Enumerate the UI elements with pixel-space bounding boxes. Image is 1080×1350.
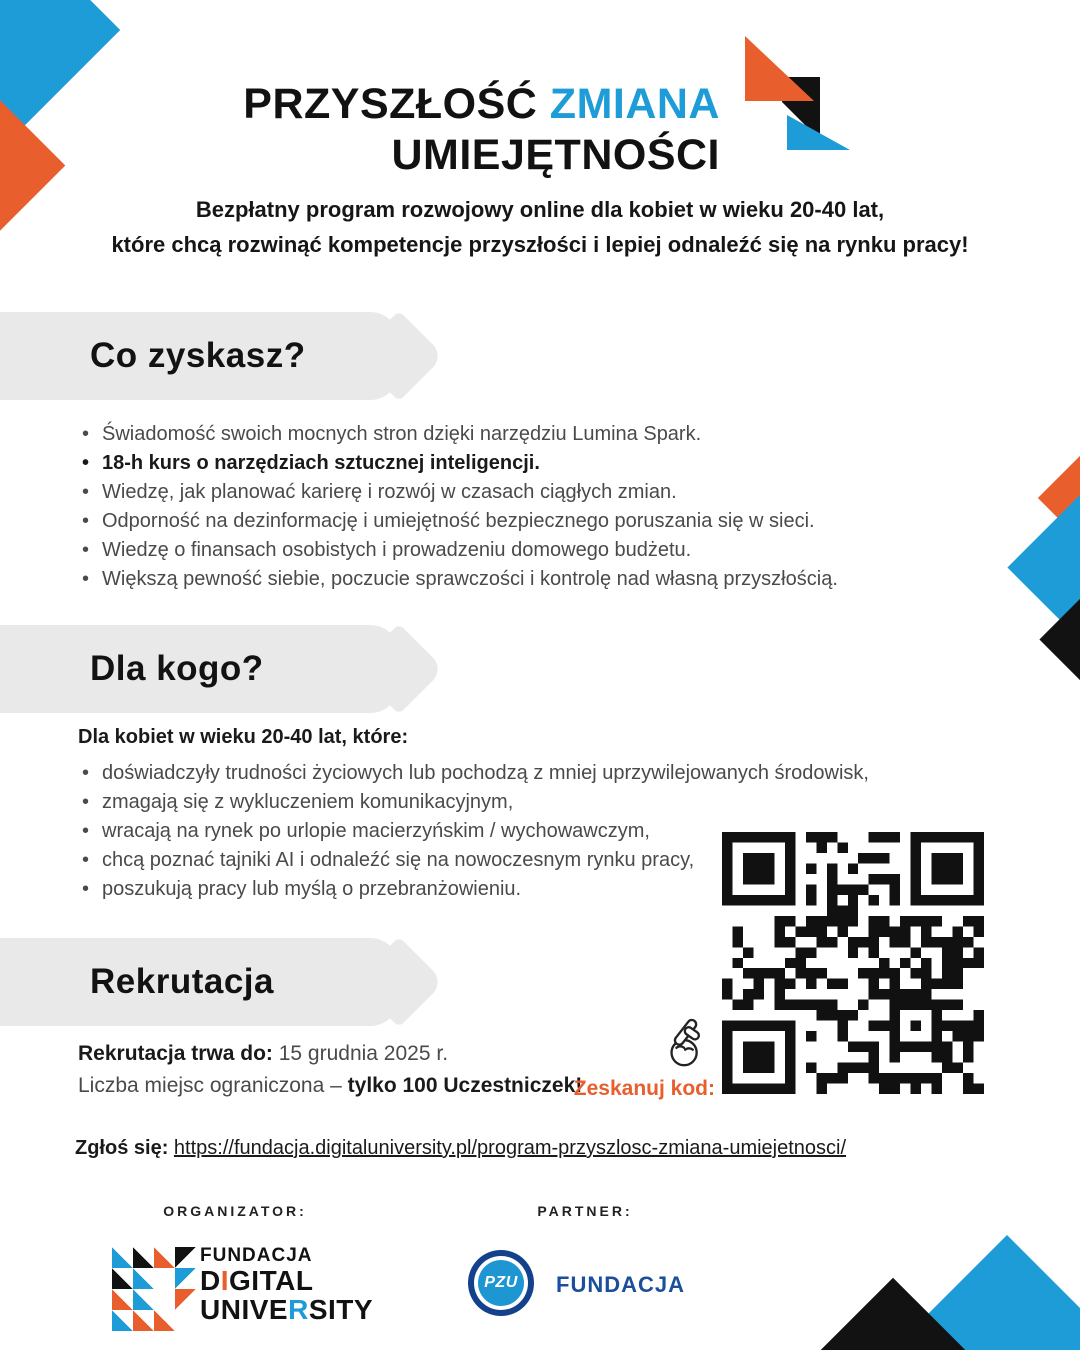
section-title-benefits: Co zyskasz?	[90, 336, 306, 375]
subtitle: Bezpłatny program rozwojowy online dla kobiet w wieku 20-40 lat, które chcą rozwinąć kompetencje przyszłości i lepiej odnaleźć się na rynku pracy!	[111, 197, 969, 257]
organizer-label: ORGANIZATOR:	[163, 1203, 307, 1219]
section-title-audience: Dla kogo?	[90, 649, 264, 688]
finger-heart-icon	[658, 1013, 716, 1071]
list-item: • zmagają się z wykluczeniem komunikacyjnym,	[80, 788, 869, 817]
list-item: • wracają na rynek po urlopie macierzyńskim / wychowawczym,	[80, 817, 869, 846]
list-item: • Większą pewność siebie, poczucie sprawczości i kontrolę nad własną przyszłością.	[80, 565, 838, 594]
places-text: Liczba miejsc ograniczona –	[78, 1074, 348, 1097]
list-item: • doświadczyły trudności życiowych lub pochodzą z mniej uprzywilejowanych środowisk,	[80, 759, 869, 788]
apply-line	[75, 1137, 846, 1160]
pzu-logo-text: PZU	[478, 1260, 524, 1306]
deadline-label: Rekrutacja trwa do:	[78, 1042, 273, 1065]
places-bold: tylko 100 Uczestniczek!	[347, 1074, 583, 1097]
deadline-value: 15 grudnia 2025 r.	[272, 1042, 449, 1065]
section-banner-recruitment	[0, 938, 400, 1026]
list-item: • Wiedzę, jak planować karierę i rozwój w czasach ciągłych zmian.	[80, 478, 838, 507]
apply-label: Zgłoś się:	[75, 1137, 169, 1159]
qr-code	[722, 832, 984, 1094]
list-item: • Świadomość swoich mocnych stron dzięki narzędziu Lumina Spark.	[80, 420, 838, 449]
digital-university-logo-text: FUNDACJA DIGITAL UNIVERSITY	[200, 1245, 374, 1325]
digital-university-logo-mosaic-icon	[112, 1247, 196, 1331]
partner-name: FUNDACJA	[556, 1272, 685, 1297]
program-logo-triangles-icon	[732, 30, 892, 170]
section-title-recruitment: Rekrutacja	[90, 962, 274, 1001]
apply-url-link[interactable]: https://fundacja.digitaluniversity.pl/program-przyszlosc-zmiana-umiejetnosci/	[173, 1137, 847, 1159]
audience-intro: Dla kobiet w wieku 20-40 lat, które:	[78, 726, 409, 748]
list-item: • chcą poznać tajniki AI i odnaleźć się na nowoczesnym rynku pracy,	[80, 846, 869, 875]
title-word-przyszlosc: PRZYSZŁOŚĆ	[243, 79, 538, 128]
list-item: • 18-h kurs o narzędziach sztucznej inteligencji.	[80, 449, 838, 478]
title-word-zmiana: ZMIANA	[549, 79, 720, 128]
recruitment-deadline	[78, 1042, 448, 1066]
list-item: • poszukują pracy lub myślą o przebranżowieniu.	[80, 875, 869, 904]
scan-code-label: Zeskanuj kod:	[573, 1077, 715, 1100]
section-banner-benefits	[0, 312, 400, 400]
list-item: • Odporność na dezinformację i umiejętność bezpiecznego poruszania się w sieci.	[80, 507, 838, 536]
recruitment-places	[78, 1074, 582, 1098]
list-item: • Wiedzę o finansach osobistych i prowadzeniu domowego budżetu.	[80, 536, 838, 565]
title-word-umiejetnosci: UMIEJĘTNOŚCI	[391, 130, 720, 179]
section-banner-audience	[0, 625, 400, 713]
pzu-logo-icon	[468, 1250, 534, 1316]
partner-label: PARTNER:	[537, 1203, 633, 1219]
page-title	[80, 79, 720, 181]
benefits-list	[80, 420, 838, 594]
